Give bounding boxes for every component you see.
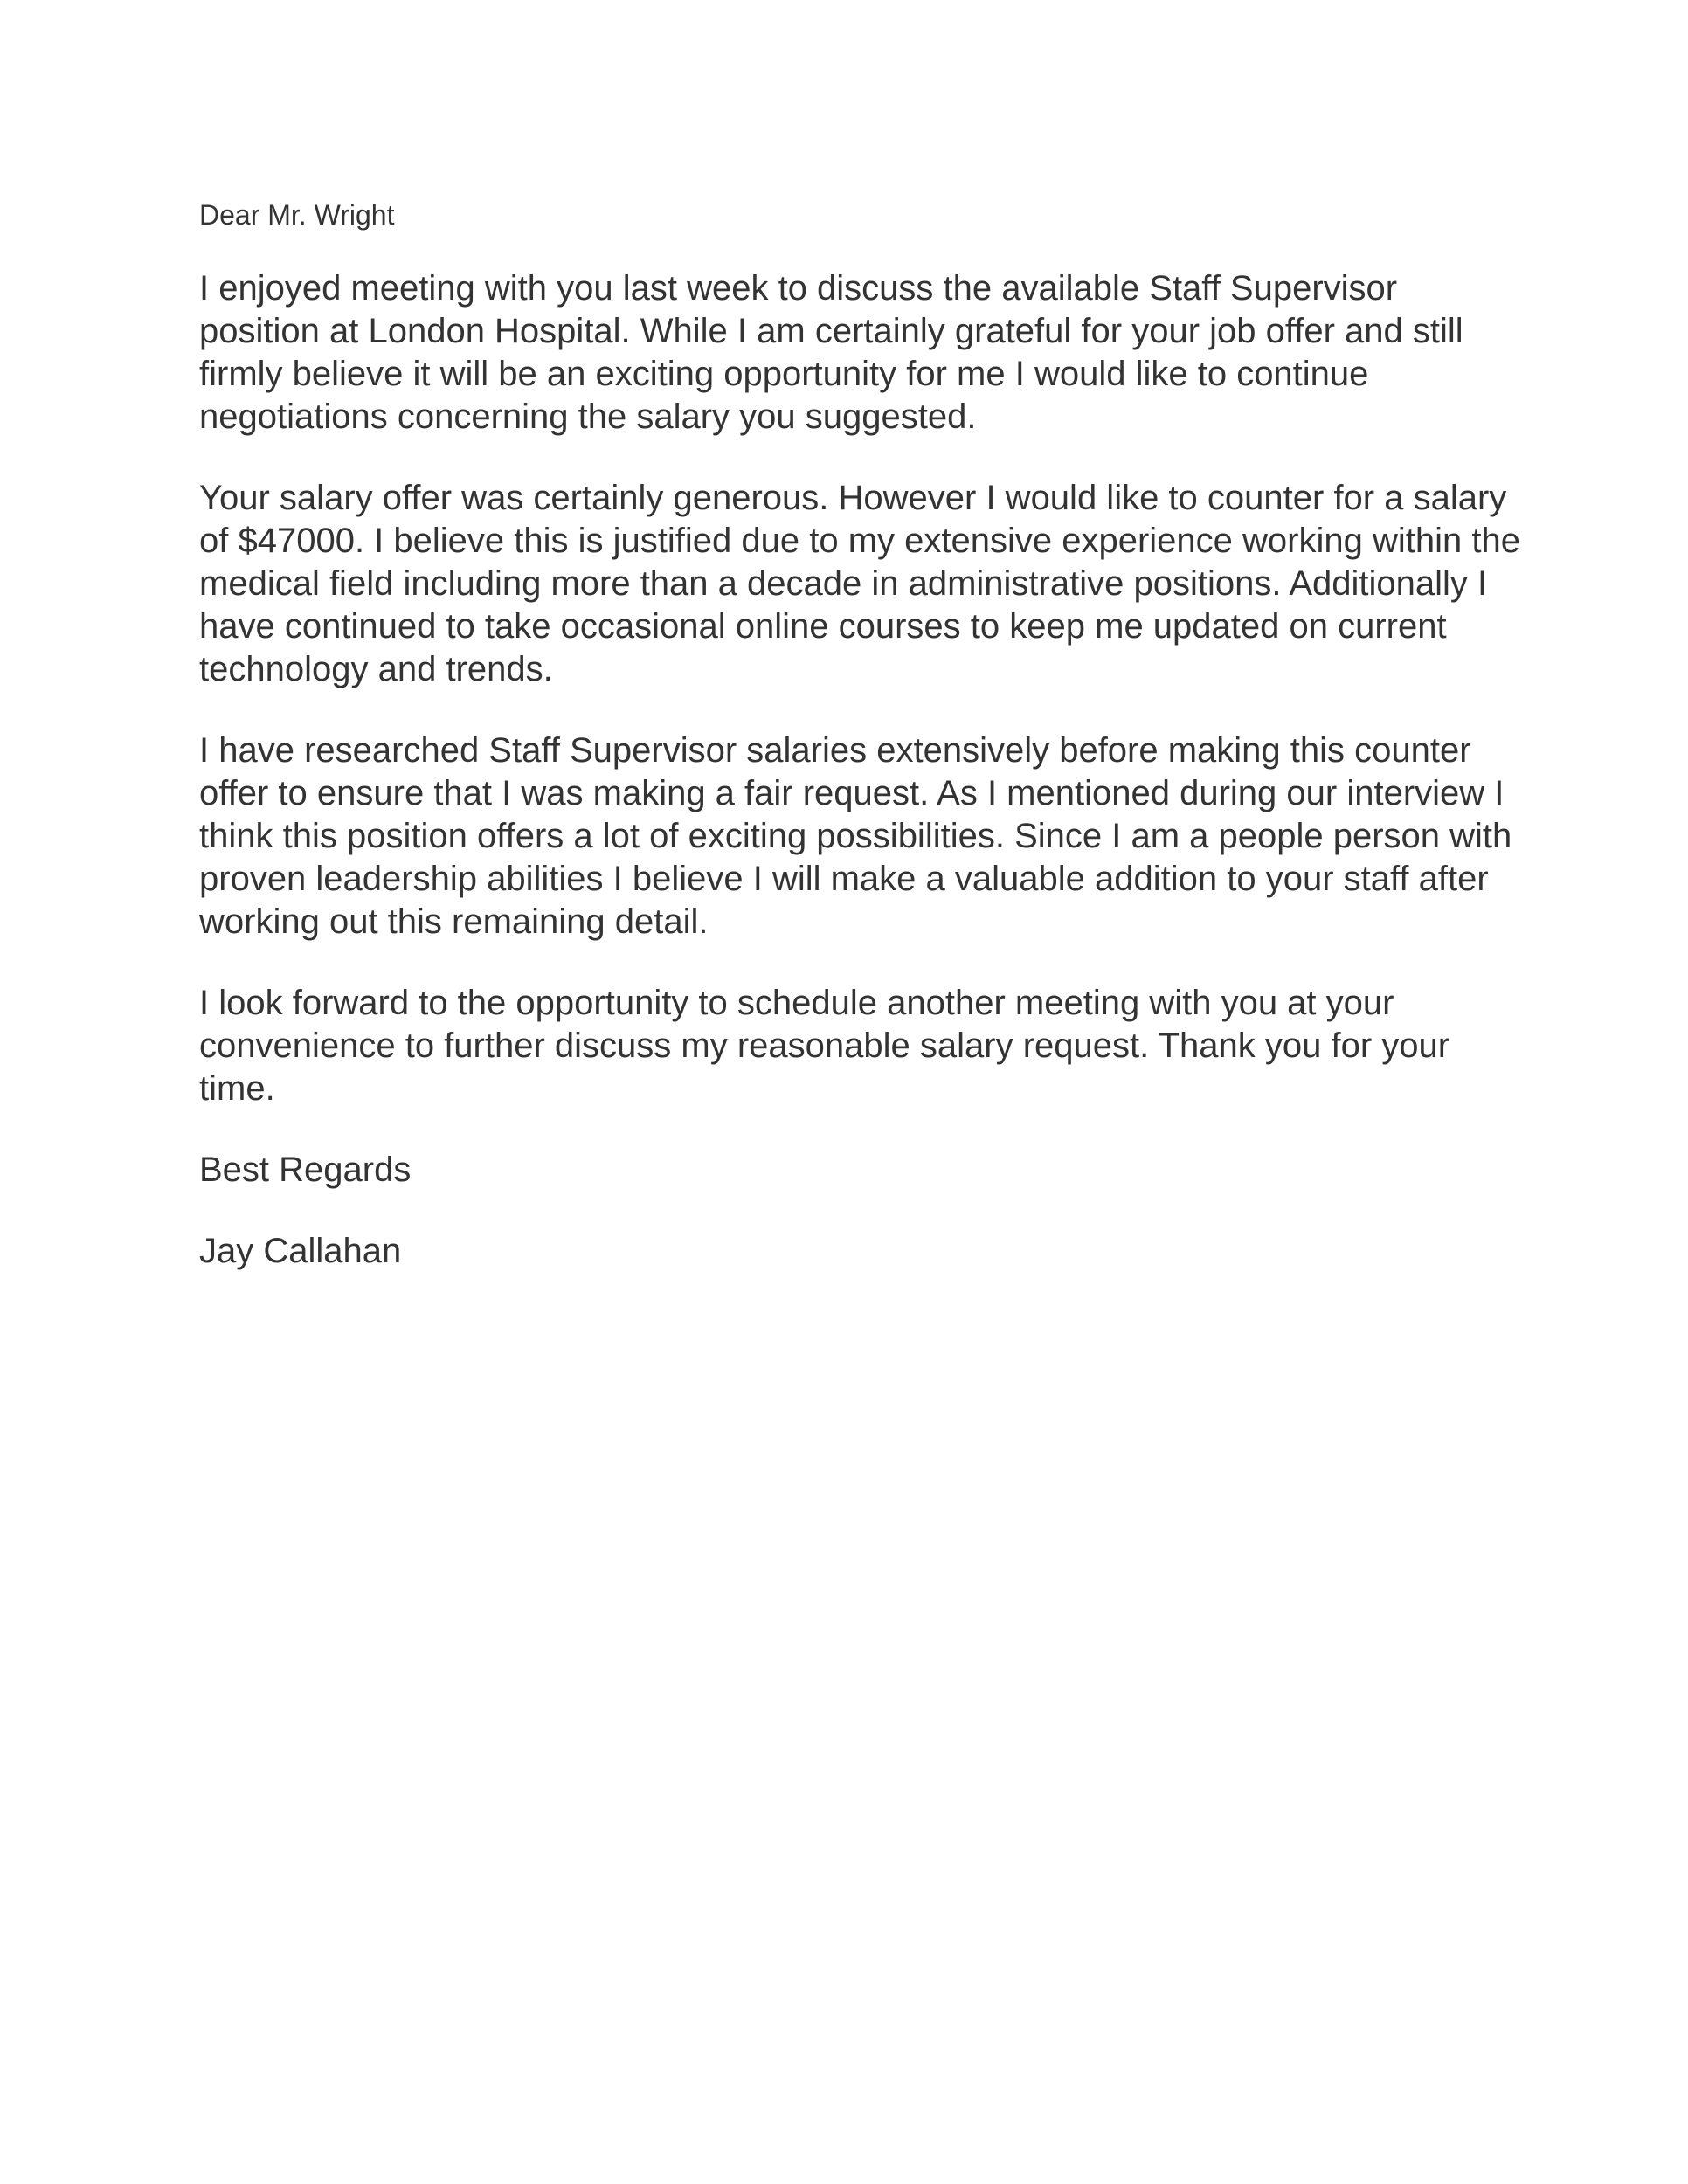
paragraph-1: I enjoyed meeting with you last week to discuss the available Staff Supervisor position at London Hospital. While I am certainly grateful for your job offer and still firmly believe it will be an exciting opportunity for me I would like to continue negotiations concerning the salary you suggested. (199, 269, 1463, 436)
salutation: Dear Mr. Wright (199, 199, 395, 231)
paragraph-4: I look forward to the opportunity to schedule another meeting with you at your convenience to further discuss my reasonable salary request. Thank you for your time. (199, 984, 1450, 1108)
paragraph-2: Your salary offer was certainly generous. However I would like to counter for a salary of $47000. I believe this is justified due to my extensive experience working within the medical field including more than a decade in administrative positions. Additionally I have continued to take occasional online courses to keep me updated on current technology and trends. (199, 479, 1520, 688)
paragraph-3: I have researched Staff Supervisor salaries extensively before making this counter offer to ensure that I was making a fair request. As I mentioned during our interview I think this position offers a lot of exciting possibilities. Since I am a people person with proven leadership abilities I believe I will make a valuable addition to your staff after working out this remaining detail. (199, 731, 1512, 941)
closing: Best Regards (199, 1151, 412, 1189)
signature: Jay Callahan (199, 1232, 402, 1270)
letter-body (199, 194, 1527, 1273)
